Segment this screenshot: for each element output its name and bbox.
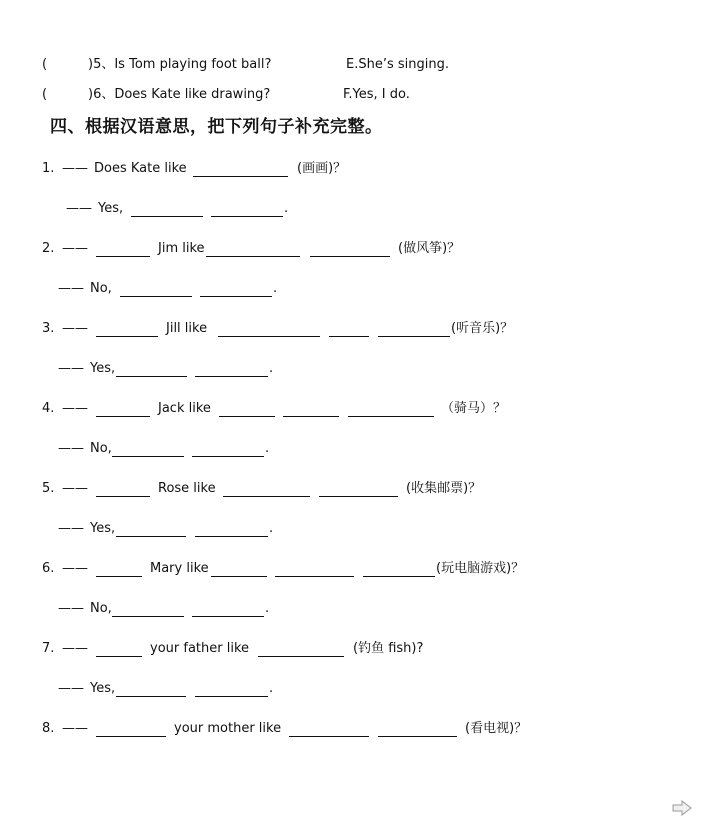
question-text: Jack like <box>158 401 211 416</box>
answer-blank[interactable] <box>283 416 339 417</box>
question-number: 4. <box>42 401 55 416</box>
answer-blank[interactable] <box>195 376 268 377</box>
dialog-dash: —— <box>62 721 88 736</box>
chinese-hint: （骑马）？ <box>441 401 507 416</box>
dialog-dash: —— <box>62 561 88 576</box>
answer-blank[interactable] <box>195 536 268 537</box>
match-answer: F.Yes, I do. <box>343 87 410 102</box>
answer-blank[interactable] <box>211 216 283 217</box>
reply-end: . <box>284 201 289 216</box>
answer-blank[interactable] <box>120 296 192 297</box>
dialog-dash: —— <box>62 401 88 416</box>
reply-text: No, <box>90 601 112 616</box>
chinese-hint: (钓鱼 fish)? <box>353 641 424 656</box>
reply-end: . <box>265 601 270 616</box>
answer-blank[interactable] <box>348 416 434 417</box>
match-question: )6、Does Kate like drawing? <box>88 87 271 102</box>
question-number: 6. <box>42 561 55 576</box>
question-number: 3. <box>42 321 55 336</box>
reply-text: No, <box>90 281 112 296</box>
answer-blank[interactable] <box>223 496 310 497</box>
answer-blank[interactable] <box>211 576 267 577</box>
question-text: Does Kate like <box>94 161 187 176</box>
answer-blank[interactable] <box>116 696 186 697</box>
answer-blank[interactable] <box>112 456 184 457</box>
reply-text: Yes, <box>98 201 124 216</box>
answer-blank[interactable] <box>116 376 187 377</box>
match-question: )5、Is Tom playing foot ball? <box>88 57 272 72</box>
answer-blank[interactable] <box>218 336 320 337</box>
question-text: Jim like <box>158 241 205 256</box>
reply-end: . <box>269 681 274 696</box>
question-text: your father like <box>150 641 250 656</box>
answer-blank[interactable] <box>96 336 158 337</box>
answer-blank[interactable] <box>192 616 264 617</box>
answer-blank[interactable] <box>131 216 203 217</box>
chinese-hint: (玩电脑游戏)？ <box>436 561 525 576</box>
answer-blank[interactable] <box>310 256 390 257</box>
answer-blank[interactable] <box>96 416 150 417</box>
answer-blank[interactable] <box>206 256 300 257</box>
answer-blank[interactable] <box>329 336 369 337</box>
answer-blank[interactable] <box>193 176 288 177</box>
chinese-hint: (画画)？ <box>297 161 347 176</box>
reply-dash: —— <box>58 681 84 696</box>
answer-blank[interactable] <box>96 656 142 657</box>
answer-blank[interactable] <box>378 736 457 737</box>
dialog-dash: —— <box>62 321 88 336</box>
reply-dash: —— <box>58 521 84 536</box>
match-paren: ( <box>42 57 48 72</box>
answer-blank[interactable] <box>112 616 184 617</box>
chinese-hint: (看电视)？ <box>465 721 528 736</box>
reply-text: No, <box>90 441 112 456</box>
answer-blank[interactable] <box>219 416 275 417</box>
question-number: 7. <box>42 641 55 656</box>
dialog-dash: —— <box>62 241 88 256</box>
reply-end: . <box>265 441 270 456</box>
question-text: your mother like <box>174 721 282 736</box>
answer-blank[interactable] <box>200 296 272 297</box>
answer-blank[interactable] <box>96 256 150 257</box>
question-text: Mary like <box>150 561 209 576</box>
next-page-arrow-icon[interactable] <box>672 800 692 816</box>
reply-dash: —— <box>58 361 84 376</box>
question-number: 1. <box>42 161 55 176</box>
question-number: 5. <box>42 481 55 496</box>
reply-dash: —— <box>58 441 84 456</box>
reply-end: . <box>269 361 274 376</box>
answer-blank[interactable] <box>195 696 268 697</box>
answer-blank[interactable] <box>258 656 344 657</box>
reply-text: Yes, <box>90 361 116 376</box>
answer-blank[interactable] <box>96 576 142 577</box>
match-paren: ( <box>42 87 48 102</box>
section-heading: 四、根据汉语意思，把下列句子补充完整。 <box>50 117 383 137</box>
question-text: Jill like <box>166 321 208 336</box>
chinese-hint: (做风筝)？ <box>398 241 461 256</box>
reply-text: Yes, <box>90 521 116 536</box>
answer-blank[interactable] <box>363 576 435 577</box>
answer-blank[interactable] <box>319 496 398 497</box>
answer-blank[interactable] <box>192 456 264 457</box>
question-number: 2. <box>42 241 55 256</box>
answer-blank[interactable] <box>275 576 354 577</box>
reply-end: . <box>269 521 274 536</box>
chinese-hint: (听音乐)？ <box>451 321 514 336</box>
dialog-dash: —— <box>62 641 88 656</box>
answer-blank[interactable] <box>378 336 450 337</box>
reply-dash: —— <box>58 601 84 616</box>
dialog-dash: —— <box>62 481 88 496</box>
answer-blank[interactable] <box>116 536 186 537</box>
answer-blank[interactable] <box>289 736 369 737</box>
reply-dash: —— <box>66 201 92 216</box>
match-answer: E.She’s singing. <box>346 57 449 72</box>
reply-text: Yes, <box>90 681 116 696</box>
answer-blank[interactable] <box>96 496 150 497</box>
question-number: 8. <box>42 721 55 736</box>
answer-blank[interactable] <box>96 736 166 737</box>
reply-dash: —— <box>58 281 84 296</box>
question-text: Rose like <box>158 481 216 496</box>
chinese-hint: (收集邮票)？ <box>406 481 482 496</box>
reply-end: . <box>273 281 278 296</box>
dialog-dash: —— <box>62 161 88 176</box>
